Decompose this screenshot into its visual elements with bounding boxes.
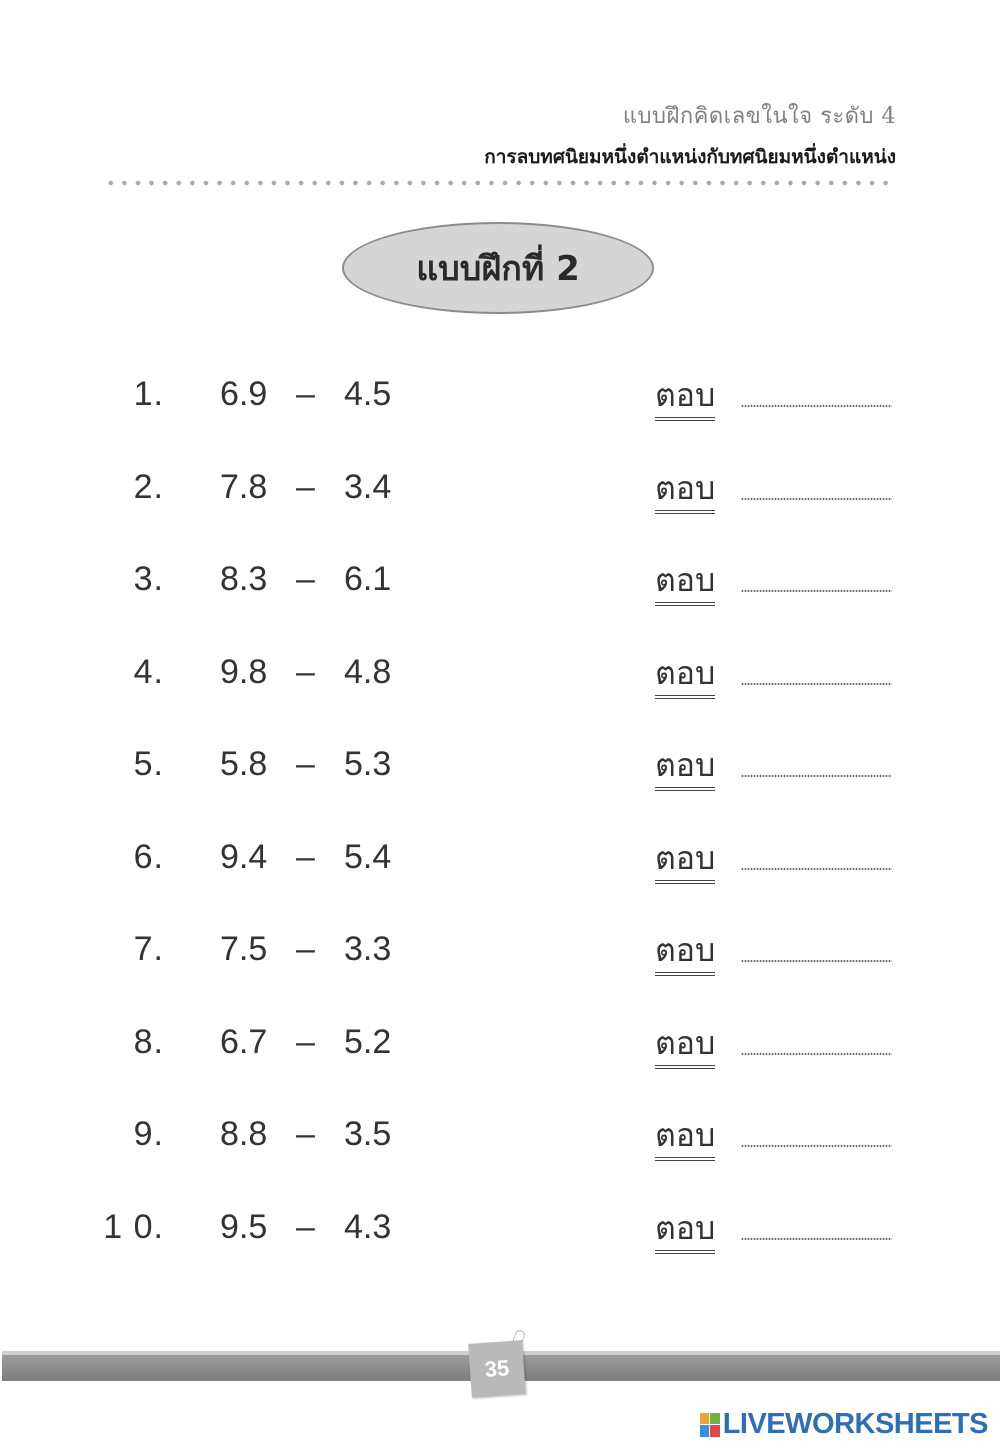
minus-sign: – <box>296 560 315 598</box>
answer-label: ตอบ <box>655 745 715 791</box>
problem-row <box>0 930 1000 990</box>
brand-name: LIVEWORKSHEETS <box>722 1408 988 1440</box>
page-number: 35 <box>483 1355 511 1382</box>
minuend: 9.5 <box>220 1207 268 1246</box>
answer-input[interactable] <box>741 498 892 500</box>
answer-label: ตอบ <box>655 1208 715 1254</box>
minuend: 9.8 <box>220 652 268 691</box>
minus-sign: – <box>296 1207 315 1246</box>
answer-input[interactable] <box>741 775 892 777</box>
answer-label: ตอบ <box>655 1115 715 1161</box>
problem-number: 7. <box>133 930 164 968</box>
problem-number: 6. <box>133 837 164 876</box>
minus-sign: – <box>296 930 315 968</box>
logo-square <box>700 1425 710 1437</box>
minuend: 6.7 <box>220 1022 268 1061</box>
subtrahend: 4.3 <box>344 1207 392 1246</box>
answer-label: ตอบ <box>655 560 715 606</box>
header-subtitle: การลบทศนิยมหนึ่งตำแหน่งกับทศนิยมหนึ่งตำแหน่ง <box>484 146 896 168</box>
minus-sign: – <box>296 745 315 783</box>
subtrahend: 4.8 <box>344 652 392 691</box>
answer-label: ตอบ <box>655 838 715 884</box>
problem-number: 8. <box>133 1022 164 1061</box>
problem-row <box>0 1023 1000 1083</box>
answer-input[interactable] <box>741 868 892 870</box>
minus-sign: – <box>296 1115 315 1153</box>
minus-sign: – <box>296 837 315 876</box>
logo-square <box>700 1413 710 1425</box>
answer-input[interactable] <box>741 590 892 592</box>
subtrahend: 3.4 <box>344 467 392 506</box>
answer-input[interactable] <box>741 1238 892 1240</box>
problem-row <box>0 653 1000 713</box>
problem-row <box>0 1208 1000 1268</box>
minus-sign: – <box>296 375 315 413</box>
logo-square <box>710 1413 720 1425</box>
problem-number: 1. <box>133 375 164 413</box>
header-title: แบบฝึกคิดเลขในใจ ระดับ 4 <box>622 104 896 129</box>
answer-label: ตอบ <box>655 653 715 699</box>
answer-label: ตอบ <box>655 1023 715 1069</box>
subtrahend: 3.3 <box>344 930 392 968</box>
problem-row <box>0 375 1000 435</box>
problem-row <box>0 745 1000 805</box>
answer-input[interactable] <box>741 405 892 407</box>
answer-input[interactable] <box>741 1145 892 1147</box>
subtrahend: 5.3 <box>344 745 392 783</box>
problem-number: 9. <box>133 1115 164 1153</box>
minuend: 5.8 <box>220 745 268 783</box>
dotted-divider <box>104 180 896 186</box>
brand[interactable] <box>700 1408 988 1441</box>
subtrahend: 4.5 <box>344 375 392 413</box>
minus-sign: – <box>296 467 315 506</box>
answer-label: ตอบ <box>655 468 715 514</box>
logo-square <box>710 1425 720 1437</box>
answer-label: ตอบ <box>655 930 715 976</box>
problem-row <box>0 560 1000 620</box>
subtrahend: 5.4 <box>344 837 392 876</box>
minuend: 7.8 <box>220 467 268 506</box>
minuend: 6.9 <box>220 375 268 413</box>
liveworksheets-logo-icon <box>700 1413 720 1437</box>
answer-input[interactable] <box>741 1053 892 1055</box>
minuend: 7.5 <box>220 930 268 968</box>
problem-number: 4. <box>133 652 164 691</box>
subtrahend: 3.5 <box>344 1115 392 1153</box>
minuend: 9.4 <box>220 837 268 876</box>
problem-row <box>0 838 1000 898</box>
problem-row <box>0 468 1000 528</box>
problem-number: 1 0. <box>103 1207 164 1246</box>
answer-input[interactable] <box>741 683 892 685</box>
answer-label: ตอบ <box>655 375 715 421</box>
problem-number: 2. <box>133 467 164 506</box>
answer-input[interactable] <box>741 960 892 962</box>
subtrahend: 5.2 <box>344 1022 392 1061</box>
exercise-title-pill <box>342 222 654 314</box>
problem-row <box>0 1115 1000 1175</box>
minus-sign: – <box>296 652 315 691</box>
page-number-tab <box>468 1340 526 1398</box>
subtrahend: 6.1 <box>344 560 392 598</box>
exercise-title: แบบฝึกที่ 2 <box>416 249 580 289</box>
minuend: 8.3 <box>220 560 268 598</box>
minuend: 8.8 <box>220 1115 268 1153</box>
minus-sign: – <box>296 1022 315 1061</box>
problem-number: 5. <box>133 745 164 783</box>
problem-number: 3. <box>133 560 164 598</box>
